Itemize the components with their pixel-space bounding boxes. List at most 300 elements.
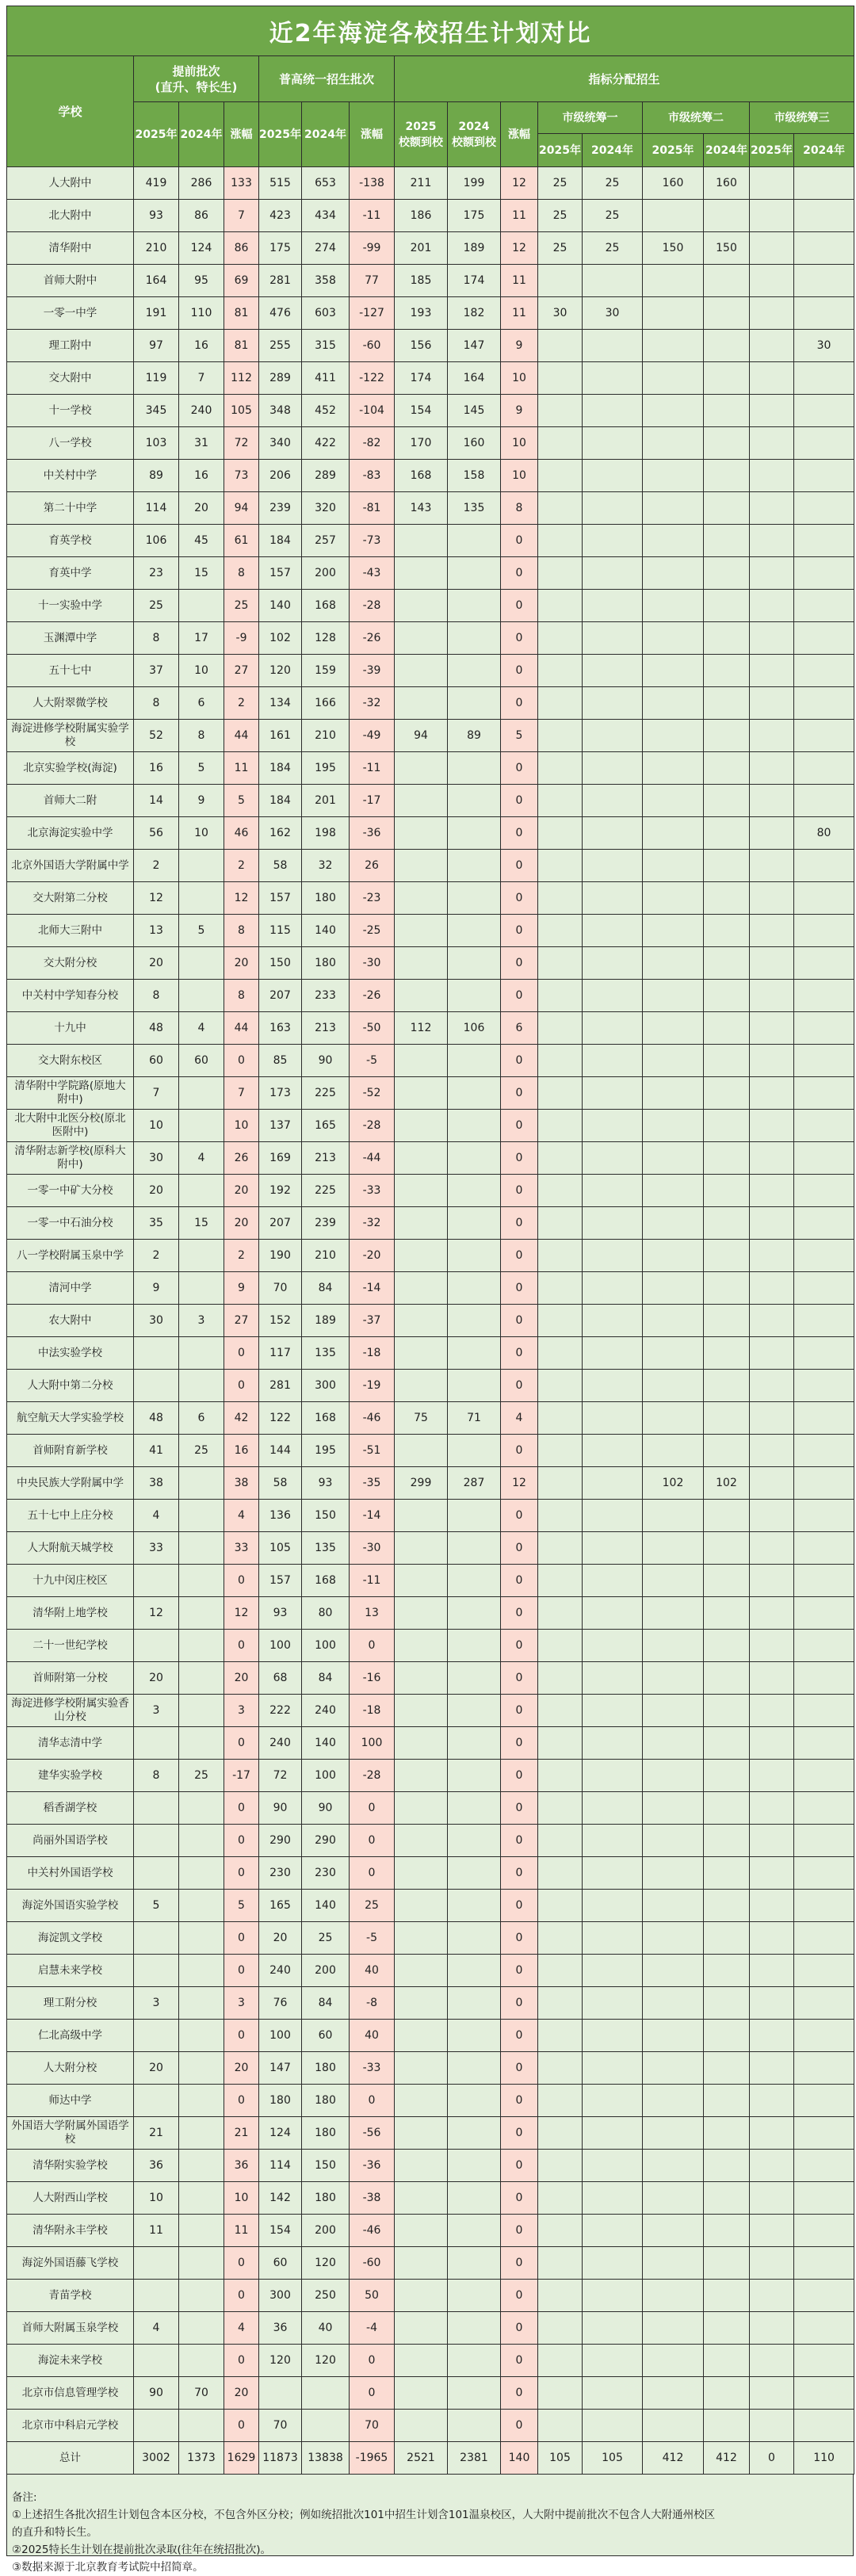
early-change-cell: 0	[224, 1565, 259, 1597]
unified-2025-cell: 152	[259, 1305, 302, 1337]
city2-2024-cell	[704, 1045, 750, 1077]
city2-2024-cell	[704, 1597, 750, 1630]
table-row	[7, 1825, 854, 1857]
city2-2024-cell	[704, 2085, 750, 2117]
table-row	[7, 232, 854, 265]
table-row	[7, 330, 854, 362]
city3-2025-cell	[750, 2377, 794, 2410]
quota-change-cell: 0	[501, 1825, 538, 1857]
quota-2024-cell: 158	[448, 460, 501, 492]
early-2025-cell: 2	[134, 1240, 179, 1272]
city1-2024-cell	[583, 2410, 643, 2442]
city2-2025-cell	[643, 460, 704, 492]
city3-2025-cell	[750, 1500, 794, 1532]
city2-2025-cell	[643, 2117, 704, 2150]
city1-2024-cell	[583, 265, 643, 297]
quota-change-cell: 0	[501, 1077, 538, 1110]
city3-2024-cell	[794, 200, 854, 232]
city2-2024-header: 2024年	[704, 134, 750, 167]
early-2024-cell: 25	[179, 1760, 224, 1792]
quota-change-cell: 0	[501, 687, 538, 720]
school-cell: 北京外国语大学附属中学	[7, 850, 134, 882]
city2-2025-cell	[643, 1662, 704, 1695]
city2-2025-cell	[643, 395, 704, 427]
city1-2024-cell	[583, 622, 643, 655]
quota-change-cell: 0	[501, 2345, 538, 2377]
city2-2025-cell: 150	[643, 232, 704, 265]
city3-2025-cell	[750, 167, 794, 200]
quota-2024-cell	[448, 1597, 501, 1630]
city3-2025-cell	[750, 1305, 794, 1337]
unified-2025-cell: 161	[259, 720, 302, 752]
city2-2025-header: 2025年	[643, 134, 704, 167]
enrollment-table	[6, 6, 854, 2475]
city1-2025-cell	[538, 2215, 583, 2247]
early-2025-cell: 114	[134, 492, 179, 525]
city3-2025-cell: 0	[750, 2442, 794, 2475]
early-change-cell: 7	[224, 200, 259, 232]
city1-2025-cell	[538, 2020, 583, 2052]
unified-change-cell: -20	[350, 1240, 395, 1272]
city1-2025-cell	[538, 1435, 583, 1467]
city3-2025-cell	[750, 1402, 794, 1435]
quota-change-cell: 0	[501, 1435, 538, 1467]
unified-change-cell: 40	[350, 2020, 395, 2052]
early-2025-cell: 41	[134, 1435, 179, 1467]
table-row	[7, 1272, 854, 1305]
city1-2024-cell	[583, 2377, 643, 2410]
city1-2025-cell	[538, 1565, 583, 1597]
city2-2024-cell	[704, 1987, 750, 2020]
unified-2025-cell: 120	[259, 655, 302, 687]
table-row	[7, 1695, 854, 1727]
early-2025-cell: 48	[134, 1402, 179, 1435]
city2-2024-cell	[704, 752, 750, 785]
city2-2025-cell	[643, 1305, 704, 1337]
school-cell: 人大附航天城学校	[7, 1532, 134, 1565]
early-2025-cell: 2	[134, 850, 179, 882]
school-cell: 中关村外国语学校	[7, 1857, 134, 1890]
quota-change-cell: 0	[501, 752, 538, 785]
city1-2025-cell	[538, 1760, 583, 1792]
city1-2024-cell	[583, 752, 643, 785]
city3-2024-cell	[794, 2345, 854, 2377]
city1-2025-cell	[538, 2345, 583, 2377]
city3-2025-cell	[750, 2052, 794, 2085]
city3-2024-cell	[794, 1500, 854, 1532]
unified-2025-cell: 162	[259, 817, 302, 850]
school-cell: 十九中	[7, 1012, 134, 1045]
quota-2024-cell	[448, 915, 501, 947]
quota-2025-cell	[395, 1857, 448, 1890]
table-title: 近2年海淀各校招生计划对比	[7, 6, 854, 56]
quota-2025-cell	[395, 1987, 448, 2020]
unified-2024-cell: 250	[302, 2280, 350, 2312]
city3-2025-header: 2025年	[750, 134, 794, 167]
early-change-cell: 20	[224, 1662, 259, 1695]
table-row	[7, 395, 854, 427]
unified-2024-cell: 180	[302, 2085, 350, 2117]
quota-2025-header: 2025 校额到校	[395, 102, 448, 167]
unified-2024-cell: 200	[302, 1955, 350, 1987]
early-2025-cell	[134, 2020, 179, 2052]
city1-2025-cell	[538, 1175, 583, 1207]
early-2025-cell	[134, 2280, 179, 2312]
quota-2024-header: 2024 校额到校	[448, 102, 501, 167]
quota-2024-cell	[448, 1272, 501, 1305]
city1-2024-cell	[583, 1890, 643, 1922]
early-2025-cell	[134, 2410, 179, 2442]
table-row	[7, 1955, 854, 1987]
quota-2024-cell	[448, 2085, 501, 2117]
city2-2025-cell	[643, 2247, 704, 2280]
early-change-cell: 1629	[224, 2442, 259, 2475]
city3-2024-cell	[794, 1175, 854, 1207]
city2-2025-cell	[643, 1792, 704, 1825]
city3-2025-cell	[750, 1077, 794, 1110]
quota-change-cell: 0	[501, 1727, 538, 1760]
unified-2024-cell: 239	[302, 1207, 350, 1240]
city3-2024-cell	[794, 1792, 854, 1825]
quota-2024-cell: 160	[448, 427, 501, 460]
unified-change-cell: -11	[350, 1565, 395, 1597]
unified-2024-cell: 100	[302, 1630, 350, 1662]
school-cell: 首师附育新学校	[7, 1435, 134, 1467]
city1-2025-cell	[538, 947, 583, 980]
quota-2024-cell	[448, 1727, 501, 1760]
unified-2025-cell: 120	[259, 2345, 302, 2377]
city1-2024-cell	[583, 1142, 643, 1175]
quota-change-cell: 0	[501, 2280, 538, 2312]
unified-change-cell: -30	[350, 1532, 395, 1565]
unified-2025-cell: 114	[259, 2150, 302, 2182]
quota-change-cell: 0	[501, 1890, 538, 1922]
quota-2024-cell	[448, 590, 501, 622]
quota-2024-cell: 189	[448, 232, 501, 265]
early-2024-cell	[179, 850, 224, 882]
quota-2024-cell	[448, 1792, 501, 1825]
unified-change-cell: -28	[350, 1760, 395, 1792]
quota-2024-cell	[448, 2247, 501, 2280]
city1-2024-cell	[583, 1012, 643, 1045]
city3-2025-cell	[750, 1435, 794, 1467]
city1-2024-cell	[583, 1207, 643, 1240]
city2-2024-cell	[704, 590, 750, 622]
early-2025-cell: 56	[134, 817, 179, 850]
city1-2024-cell	[583, 1922, 643, 1955]
quota-change-cell: 0	[501, 525, 538, 557]
city1-2025-cell	[538, 1825, 583, 1857]
school-cell: 清华附中	[7, 232, 134, 265]
city1-2024-cell	[583, 2280, 643, 2312]
early-2025-cell: 60	[134, 1045, 179, 1077]
unified-change-header: 涨幅	[350, 102, 395, 167]
early-2025-cell: 12	[134, 882, 179, 915]
city1-2025-cell	[538, 1857, 583, 1890]
city3-2024-cell	[794, 427, 854, 460]
early-change-cell: 44	[224, 720, 259, 752]
unified-2024-cell: 225	[302, 1175, 350, 1207]
city1-2024-cell	[583, 330, 643, 362]
early-change-cell: 4	[224, 2312, 259, 2345]
unified-change-cell: -23	[350, 882, 395, 915]
early-2025-cell	[134, 2345, 179, 2377]
city3-2025-cell	[750, 1142, 794, 1175]
early-2024-cell	[179, 2247, 224, 2280]
early-change-cell: 0	[224, 2020, 259, 2052]
city2-2024-cell	[704, 687, 750, 720]
city3-2025-cell	[750, 1240, 794, 1272]
quota-2024-cell	[448, 980, 501, 1012]
city1-2025-cell	[538, 2377, 583, 2410]
early-change-cell: 11	[224, 2215, 259, 2247]
unified-2025-cell: 157	[259, 557, 302, 590]
city3-2024-cell	[794, 1857, 854, 1890]
table-row	[7, 1305, 854, 1337]
unified-2024-cell: 225	[302, 1077, 350, 1110]
early-2024-cell	[179, 2345, 224, 2377]
city2-2025-cell	[643, 1630, 704, 1662]
early-2025-cell: 30	[134, 1305, 179, 1337]
quota-2024-cell	[448, 1532, 501, 1565]
city3-2025-cell	[750, 1890, 794, 1922]
city2-2024-cell	[704, 817, 750, 850]
early-change-cell: 21	[224, 2117, 259, 2150]
quota-change-cell: 0	[501, 785, 538, 817]
table-row	[7, 2345, 854, 2377]
city1-2025-cell	[538, 1792, 583, 1825]
unified-2024-cell: 84	[302, 1272, 350, 1305]
quota-2024-cell: 164	[448, 362, 501, 395]
early-2024-cell: 17	[179, 622, 224, 655]
city2-2025-cell	[643, 655, 704, 687]
unified-2024-cell: 315	[302, 330, 350, 362]
unified-2025-cell: 300	[259, 2280, 302, 2312]
unified-2025-cell: 180	[259, 2085, 302, 2117]
early-2024-cell	[179, 1727, 224, 1760]
city3-2025-cell	[750, 2312, 794, 2345]
unified-change-cell: -36	[350, 817, 395, 850]
quota-change-cell: 0	[501, 980, 538, 1012]
quota-change-cell: 4	[501, 1402, 538, 1435]
unified-change-cell: -51	[350, 1435, 395, 1467]
quota-change-cell: 9	[501, 330, 538, 362]
unified-2024-cell: 90	[302, 1792, 350, 1825]
city2-2024-cell	[704, 2052, 750, 2085]
city2-2025-cell	[643, 1207, 704, 1240]
quota-change-header: 涨幅	[501, 102, 538, 167]
unified-2024-cell: 411	[302, 362, 350, 395]
early-2024-cell: 31	[179, 427, 224, 460]
school-cell: 青苗学校	[7, 2280, 134, 2312]
unified-2025-cell: 281	[259, 265, 302, 297]
early-change-cell: 0	[224, 1370, 259, 1402]
city1-2024-cell	[583, 817, 643, 850]
unified-change-cell: -32	[350, 1207, 395, 1240]
early-2024-cell	[179, 1792, 224, 1825]
early-2024-cell	[179, 1695, 224, 1727]
city3-2024-cell	[794, 362, 854, 395]
city1-2025-cell	[538, 2052, 583, 2085]
school-cell: 海淀未来学校	[7, 2345, 134, 2377]
quota-change-cell: 0	[501, 1760, 538, 1792]
quota-2025-cell	[395, 525, 448, 557]
city2-2025-cell	[643, 265, 704, 297]
city3-2024-cell	[794, 1435, 854, 1467]
quota-2024-cell: 135	[448, 492, 501, 525]
unified-change-cell: 0	[350, 1825, 395, 1857]
city2-2024-cell: 150	[704, 232, 750, 265]
unified-2024-cell: 213	[302, 1142, 350, 1175]
early-2024-cell: 3	[179, 1305, 224, 1337]
early-2025-cell: 30	[134, 1142, 179, 1175]
school-cell: 八一学校附属玉泉中学	[7, 1240, 134, 1272]
city2-2025-cell	[643, 687, 704, 720]
city3-2025-cell	[750, 2085, 794, 2117]
city2-2025-cell	[643, 1370, 704, 1402]
unified-change-cell: 0	[350, 2085, 395, 2117]
quota-2024-cell	[448, 2020, 501, 2052]
city1-2025-cell	[538, 1630, 583, 1662]
unified-2024-cell: 90	[302, 1045, 350, 1077]
table-row	[7, 655, 854, 687]
early-change-cell: 36	[224, 2150, 259, 2182]
city1-2024-cell	[583, 590, 643, 622]
unified-change-cell: -127	[350, 297, 395, 330]
city2-2025-cell	[643, 1857, 704, 1890]
unified-2024-cell: 240	[302, 1695, 350, 1727]
early-change-cell: 5	[224, 785, 259, 817]
city1-2024-cell	[583, 1402, 643, 1435]
early-2025-cell: 52	[134, 720, 179, 752]
table-row	[7, 1370, 854, 1402]
quota-2024-cell	[448, 1207, 501, 1240]
city3-2024-cell	[794, 1532, 854, 1565]
city2-2024-cell	[704, 557, 750, 590]
city2-2024-cell	[704, 2280, 750, 2312]
quota-2025-cell	[395, 2312, 448, 2345]
early-2024-cell	[179, 2410, 224, 2442]
early-2024-cell: 70	[179, 2377, 224, 2410]
early-change-cell: 0	[224, 1630, 259, 1662]
notes-section	[6, 2475, 854, 2574]
unified-2024-cell: 603	[302, 297, 350, 330]
city3-2025-cell	[750, 817, 794, 850]
school-cell: 稻香湖学校	[7, 1792, 134, 1825]
unified-change-cell: -18	[350, 1337, 395, 1370]
unified-2024-cell: 40	[302, 2312, 350, 2345]
quota-change-cell: 0	[501, 590, 538, 622]
unified-change-cell: -17	[350, 785, 395, 817]
unified-change-cell: -14	[350, 1272, 395, 1305]
city3-2025-cell	[750, 915, 794, 947]
table-row	[7, 200, 854, 232]
quota-2025-cell	[395, 1532, 448, 1565]
quota-2025-cell: 193	[395, 297, 448, 330]
table-row	[7, 1207, 854, 1240]
city2-2024-cell	[704, 947, 750, 980]
unified-2025-cell: 184	[259, 785, 302, 817]
city1-2024-cell	[583, 720, 643, 752]
quota-2025-cell	[395, 2085, 448, 2117]
table-row	[7, 915, 854, 947]
city1-2024-cell	[583, 947, 643, 980]
city1-2025-cell	[538, 1370, 583, 1402]
unified-2024-cell: 84	[302, 1987, 350, 2020]
city2-2024-cell	[704, 882, 750, 915]
unified-2024-cell: 80	[302, 1597, 350, 1630]
city3-2024-cell	[794, 2150, 854, 2182]
school-cell: 清华附实验学校	[7, 2150, 134, 2182]
quota-change-cell: 0	[501, 2182, 538, 2215]
unified-2025-cell: 93	[259, 1597, 302, 1630]
table-row	[7, 2052, 854, 2085]
city3-2025-cell	[750, 1370, 794, 1402]
unified-change-cell: 0	[350, 2345, 395, 2377]
city3-2024-cell	[794, 1695, 854, 1727]
city1-2025-cell	[538, 2182, 583, 2215]
quota-2025-cell: 299	[395, 1467, 448, 1500]
unified-2024-cell: 180	[302, 947, 350, 980]
quota-2025-cell: 112	[395, 1012, 448, 1045]
early-2024-cell	[179, 1110, 224, 1142]
school-cell: 清华附永丰学校	[7, 2215, 134, 2247]
city1-2024-cell	[583, 2052, 643, 2085]
table-row	[7, 167, 854, 200]
table-row	[7, 265, 854, 297]
early-2025-cell: 191	[134, 297, 179, 330]
early-2025-cell: 12	[134, 1597, 179, 1630]
unified-2024-cell: 210	[302, 720, 350, 752]
city3-2024-cell	[794, 1402, 854, 1435]
city1-2025-cell	[538, 1955, 583, 1987]
unified-change-cell: -50	[350, 1012, 395, 1045]
city2-2024-cell	[704, 1662, 750, 1695]
city1-2024-cell	[583, 1240, 643, 1272]
quota-2024-cell	[448, 1825, 501, 1857]
early-2025-cell	[134, 1370, 179, 1402]
school-cell: 清华附志新学校(原科大附中)	[7, 1142, 134, 1175]
city1-2025-cell	[538, 2085, 583, 2117]
city1-2024-cell	[583, 2150, 643, 2182]
city2-2025-cell	[643, 1142, 704, 1175]
city3-2024-cell	[794, 1012, 854, 1045]
city2-2024-cell	[704, 1825, 750, 1857]
table-row	[7, 817, 854, 850]
quota-2025-cell	[395, 1240, 448, 1272]
city1-2025-cell	[538, 427, 583, 460]
city2-2024-cell	[704, 1240, 750, 1272]
table-row	[7, 2150, 854, 2182]
city1-2025-cell	[538, 1695, 583, 1727]
table-row	[7, 1142, 854, 1175]
early-2025-cell: 21	[134, 2117, 179, 2150]
unified-change-cell: -1965	[350, 2442, 395, 2475]
quota-2025-cell	[395, 1337, 448, 1370]
table-row	[7, 1532, 854, 1565]
unified-2024-header: 2024年	[302, 102, 350, 167]
early-2025-cell: 164	[134, 265, 179, 297]
quota-2024-cell	[448, 1760, 501, 1792]
city1-2024-cell	[583, 2312, 643, 2345]
early-2025-cell: 35	[134, 1207, 179, 1240]
table-row	[7, 1435, 854, 1467]
early-2024-cell	[179, 947, 224, 980]
city2-2025-cell	[643, 915, 704, 947]
unified-2024-cell: 257	[302, 525, 350, 557]
table-row	[7, 1012, 854, 1045]
city2-2024-cell	[704, 460, 750, 492]
